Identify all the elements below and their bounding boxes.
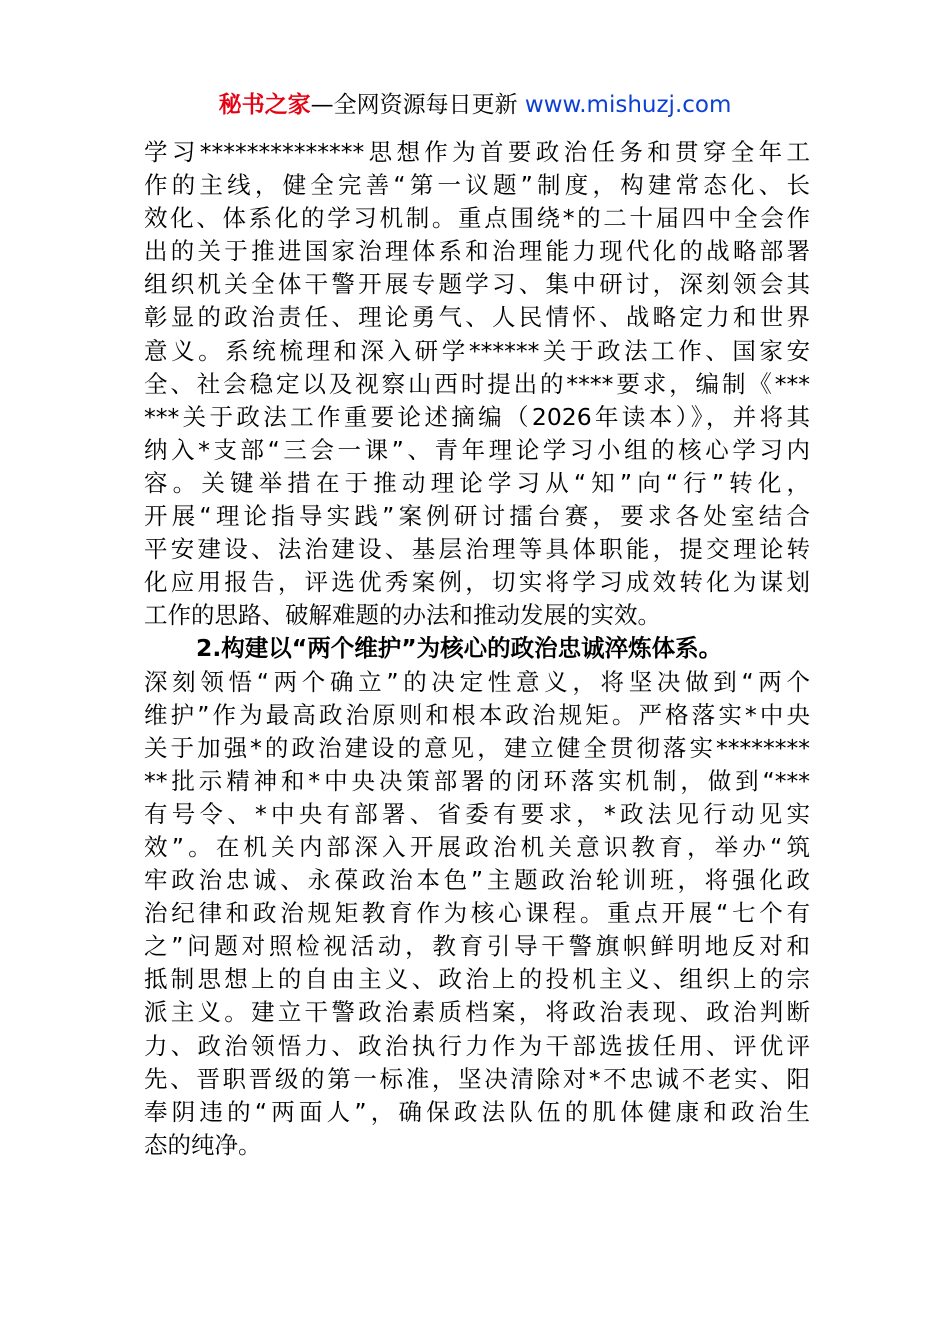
body-line: 先、晋职晋级的第一标准，坚决清除对*不忠诚不老实、阳 [144, 1064, 810, 1093]
body-line: ***关于政法工作重要论述摘编（2026年读本）》，并将其 [144, 402, 810, 431]
body-line: 抵制思想上的自由主义、政治上的投机主义、组织上的宗 [144, 965, 810, 994]
body-line: 态的纯净。 [144, 1130, 262, 1159]
document-body [144, 136, 810, 1162]
page-header [0, 88, 950, 122]
body-line: 出的关于推进国家治理体系和治理能力现代化的战略部署 [144, 237, 810, 266]
body-line: 作的主线，健全完善“第一议题”制度，构建常态化、长 [144, 171, 810, 200]
section-heading: 2.构建以“两个维护”为核心的政治忠诚淬炼体系。 [196, 634, 723, 663]
body-line: 有号令、*中央有部署、省委有要求，*政法见行动见实 [144, 799, 810, 828]
body-line: 关于加强*的政治建设的意见，建立健全贯彻落实******** [144, 733, 810, 762]
body-line: 力、政治领悟力、政治执行力作为干部选拔任用、评优评 [144, 1031, 810, 1060]
body-line: 纳入*支部“三会一课”、青年理论学习小组的核心学习内 [144, 435, 810, 464]
body-line: 全、社会稳定以及视察山西时提出的****要求，编制《*** [144, 369, 810, 398]
body-line: 彰显的政治责任、理论勇气、人民情怀、战略定力和世界 [144, 303, 810, 332]
body-line: 学习**************思想作为首要政治任务和贯穿全年工 [144, 138, 810, 166]
header-brand: 秘书之家 [218, 92, 311, 118]
body-line: **批示精神和*中央决策部署的闭环落实机制，做到“*** [144, 766, 810, 795]
body-line: 之”问题对照检视活动，教育引导干警旗帜鲜明地反对和 [144, 932, 810, 961]
body-line: 工作的思路、破解难题的办法和推动发展的实效。 [144, 601, 661, 630]
body-line: 派主义。建立干警政治素质档案，将政治表现、政治判断 [144, 998, 810, 1027]
body-line: 平安建设、法治建设、基层治理等具体职能，提交理论转 [144, 535, 810, 564]
body-line: 治纪律和政治规矩教育作为核心课程。重点开展“七个有 [144, 899, 810, 928]
body-line: 开展“理论指导实践”案例研讨擂台赛，要求各处室结合 [144, 502, 810, 531]
body-line: 意义。系统梳理和深入研学******关于政法工作、国家安 [144, 336, 810, 365]
body-line: 效化、体系化的学习机制。重点围绕*的二十届四中全会作 [144, 204, 810, 233]
header-tagline: —全网资源每日更新 [310, 92, 525, 118]
body-line: 奉阴违的“两面人”，确保政法队伍的肌体健康和政治生 [144, 1097, 810, 1126]
body-line: 容。关键举措在于推动理论学习从“知”向“行”转化， [144, 468, 810, 497]
body-line: 效”。在机关内部深入开展政治机关意识教育，举办“筑 [144, 832, 810, 861]
body-line: 牢政治忠诚、永葆政治本色”主题政治轮训班，将强化政 [144, 866, 810, 895]
header-url-link[interactable]: www.mishuzj.com [524, 92, 732, 118]
body-line: 组织机关全体干警开展专题学习、集中研讨，深刻领会其 [144, 270, 810, 299]
body-line: 维护”作为最高政治原则和根本政治规矩。严格落实*中央 [144, 700, 810, 729]
body-line: 化应用报告，评选优秀案例，切实将学习成效转化为谋划 [144, 568, 810, 597]
body-line: 深刻领悟“两个确立”的决定性意义，将坚决做到“两个 [144, 667, 810, 696]
